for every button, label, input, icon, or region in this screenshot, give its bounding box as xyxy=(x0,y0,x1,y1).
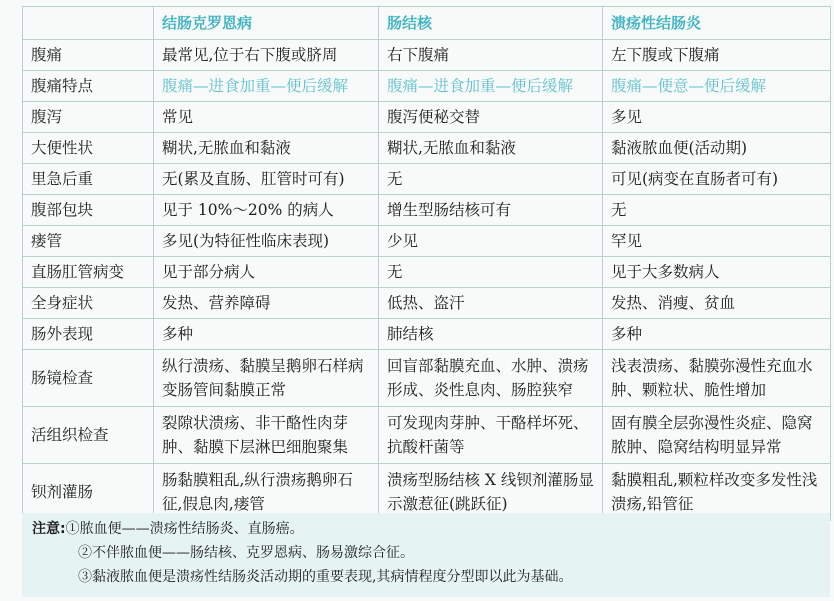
table-header-row xyxy=(23,7,831,40)
note-title: 注意: xyxy=(32,521,66,537)
row-label: 腹部包块 xyxy=(23,195,154,226)
cell-crohn: 见于 10%～20% 的病人 xyxy=(154,195,379,226)
cell-crohn: 见于部分病人 xyxy=(154,257,379,288)
row-label: 里急后重 xyxy=(23,164,154,195)
note-line-2: ②不伴脓血便——肠结核、克罗恩病、肠易激综合征。 xyxy=(78,545,414,561)
header-crohn: 结肠克罗恩病 xyxy=(154,7,379,40)
cell-uc: 可见(病变在直肠者可有) xyxy=(603,164,831,195)
cell-crohn: 裂隙状溃疡、非干酪性肉芽肿、黏膜下层淋巴细胞聚集 xyxy=(154,407,379,464)
row-label: 肠外表现 xyxy=(23,319,154,350)
row-label: 瘘管 xyxy=(23,226,154,257)
cell-uc: 黏液脓血便(活动期) xyxy=(603,133,831,164)
cell-uc: 黏膜粗乱,颗粒样改变多发性浅溃疡,铅管征 xyxy=(603,464,831,521)
row-label: 肠镜检查 xyxy=(23,350,154,407)
table-row xyxy=(23,464,831,521)
cell-crohn: 纵行溃疡、黏膜呈鹅卵石样病变肠管间黏膜正常 xyxy=(154,350,379,407)
cell-tb: 低热、盗汗 xyxy=(379,288,603,319)
cell-tb: 无 xyxy=(379,257,603,288)
cell-crohn: 腹痛—进食加重—便后缓解 xyxy=(154,71,379,102)
cell-tb: 无 xyxy=(379,164,603,195)
row-label: 直肠肛管病变 xyxy=(23,257,154,288)
comparison-table xyxy=(22,6,831,521)
cell-uc: 固有膜全层弥漫性炎症、隐窝脓肿、隐窝结构明显异常 xyxy=(603,407,831,464)
cell-uc: 多见 xyxy=(603,102,831,133)
cell-crohn: 肠黏膜粗乱,纵行溃疡鹅卵石征,假息肉,瘘管 xyxy=(154,464,379,521)
cell-tb: 溃疡型肠结核 X 线钡剂灌肠显示激惹征(跳跃征) xyxy=(379,464,603,521)
cell-tb: 增生型肠结核可有 xyxy=(379,195,603,226)
cell-crohn: 多见(为特征性临床表现) xyxy=(154,226,379,257)
table-row xyxy=(23,133,831,164)
header-tb: 肠结核 xyxy=(379,7,603,40)
table-row xyxy=(23,195,831,226)
cell-uc: 腹痛—便意—便后缓解 xyxy=(603,71,831,102)
cell-uc: 发热、消瘦、贫血 xyxy=(603,288,831,319)
table-row xyxy=(23,226,831,257)
cell-tb: 糊状,无脓血和黏液 xyxy=(379,133,603,164)
row-label: 活组织检查 xyxy=(23,407,154,464)
cell-tb: 腹痛—进食加重—便后缓解 xyxy=(379,71,603,102)
cell-uc: 多种 xyxy=(603,319,831,350)
cell-tb: 右下腹痛 xyxy=(379,40,603,71)
row-label: 钡剂灌肠 xyxy=(23,464,154,521)
table-row xyxy=(23,319,831,350)
row-label: 腹泻 xyxy=(23,102,154,133)
cell-uc: 浅表溃疡、黏膜弥漫性充血水肿、颗粒状、脆性增加 xyxy=(603,350,831,407)
cell-crohn: 糊状,无脓血和黏液 xyxy=(154,133,379,164)
table-row xyxy=(23,164,831,195)
row-label: 全身症状 xyxy=(23,288,154,319)
cell-crohn: 最常见,位于右下腹或脐周 xyxy=(154,40,379,71)
cell-crohn: 发热、营养障碍 xyxy=(154,288,379,319)
cell-uc: 无 xyxy=(603,195,831,226)
cell-uc: 见于大多数病人 xyxy=(603,257,831,288)
cell-tb: 肺结核 xyxy=(379,319,603,350)
note-line-3: ③黏液脓血便是溃疡性结肠炎活动期的重要表现,其病情程度分型即以此为基础。 xyxy=(78,569,573,585)
cell-crohn: 无(累及直肠、肛管时可有) xyxy=(154,164,379,195)
row-label: 腹痛特点 xyxy=(23,71,154,102)
table-row xyxy=(23,71,831,102)
note-box xyxy=(22,513,830,597)
table-row xyxy=(23,40,831,71)
table-row xyxy=(23,288,831,319)
note-text: ①脓血便——溃疡性结肠炎、直肠癌。 xyxy=(65,521,304,537)
cell-crohn: 常见 xyxy=(154,102,379,133)
table-row xyxy=(23,257,831,288)
cell-uc: 罕见 xyxy=(603,226,831,257)
cell-tb: 少见 xyxy=(379,226,603,257)
cell-tb: 可发现肉芽肿、干酪样坏死、抗酸杆菌等 xyxy=(379,407,603,464)
note-line-1 xyxy=(32,517,820,541)
cell-tb: 回盲部黏膜充血、水肿、溃疡形成、炎性息肉、肠腔狭窄 xyxy=(379,350,603,407)
table-row xyxy=(23,407,831,464)
row-label: 腹痛 xyxy=(23,40,154,71)
table-row xyxy=(23,350,831,407)
cell-uc: 左下腹或下腹痛 xyxy=(603,40,831,71)
table-row xyxy=(23,102,831,133)
cell-crohn: 多种 xyxy=(154,319,379,350)
cell-tb: 腹泻便秘交替 xyxy=(379,102,603,133)
header-uc: 溃疡性结肠炎 xyxy=(603,7,831,40)
header-corner xyxy=(23,7,154,40)
row-label: 大便性状 xyxy=(23,133,154,164)
